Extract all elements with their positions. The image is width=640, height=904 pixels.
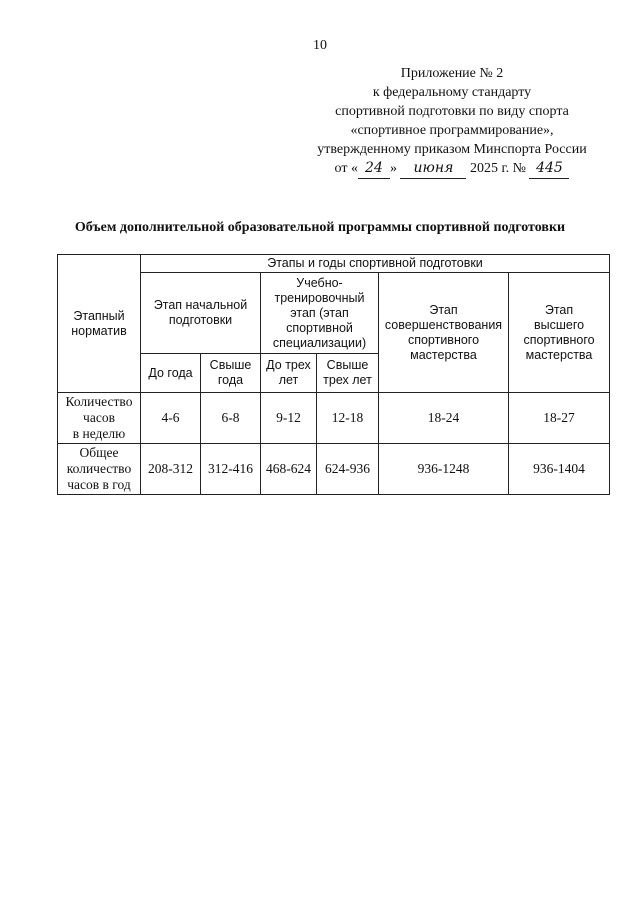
header-stages-group: Этапы и годы спортивной подготовки [141,255,610,273]
appendix-line: утвержденному приказом Минспорта России [317,142,587,157]
table-cell: 12-18 [317,393,379,444]
table-cell: 6-8 [201,393,261,444]
header-stage-norm: Этапный норматив [58,255,141,393]
table-cell: 208-312 [141,444,201,495]
table-cell: 936-1404 [509,444,610,495]
order-number: 445 [529,159,569,179]
date-mid: » [389,161,397,176]
appendix-line: спортивной подготовки по виду спорта [335,104,569,119]
document-title: Объем дополнительной образовательной программы спортивной подготовки [74,220,566,235]
header-stage-highest: Этап высшего спортивного мастерства [509,273,610,393]
page-number: 10 [313,38,327,53]
appendix-block [292,64,612,179]
date-year: 2025 г. № [469,161,526,176]
table-cell: 9-12 [261,393,317,444]
table-cell: 18-27 [509,393,610,444]
table-row [58,393,610,444]
appendix-line: «спортивное программирование», [350,123,554,138]
appendix-title: Приложение № 2 [400,66,504,81]
header-up-to-year: До года [141,354,201,393]
table-cell: 4-6 [141,393,201,444]
header-stage-training: Учебно- тренировочный этап (этап спортивной специализации) [261,273,379,354]
norms-table [57,254,610,495]
appendix-date-line [292,159,612,179]
appendix-line: к федеральному стандарту [372,85,532,100]
header-stage-improvement: Этап совершенствования спортивного мастерства [379,273,509,393]
row-label: Общее количество часов в год [58,444,141,495]
date-prefix: от « [334,161,358,176]
date-month: июня [400,159,466,179]
header-up-to-three-years: До трех лет [261,354,317,393]
table-cell: 624-936 [317,444,379,495]
header-over-three-years: Свыше трех лет [317,354,379,393]
header-stage-initial: Этап начальной подготовки [141,273,261,354]
table-row [58,444,610,495]
table-cell: 936-1248 [379,444,509,495]
table-cell: 312-416 [201,444,261,495]
table-cell: 468-624 [261,444,317,495]
date-day: 24 [358,159,390,179]
table-cell: 18-24 [379,393,509,444]
header-over-year: Свыше года [201,354,261,393]
row-label: Количество часов в неделю [58,393,141,444]
